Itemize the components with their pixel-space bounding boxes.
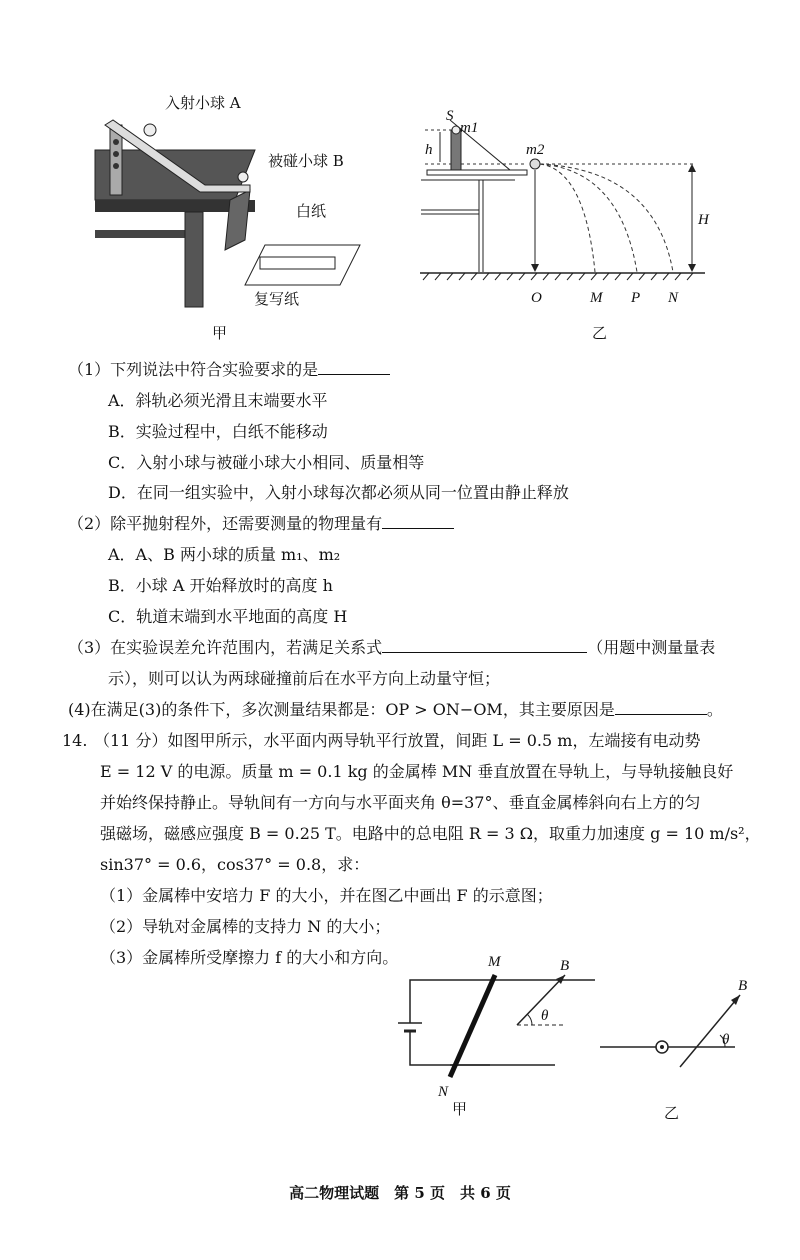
q13-p2-option-b: B．小球 A 开始释放时的高度 h xyxy=(108,576,333,595)
label-H: H xyxy=(698,212,709,228)
q14-part2: （2）导轨对金属棒的支持力 N 的大小； xyxy=(100,917,391,936)
figure-q14-circuit xyxy=(370,965,770,1095)
q13-part3-line2: 示），则可以认为两球碰撞前后在水平方向上动量守恒； xyxy=(108,669,501,688)
label-carbon-paper: 复写纸 xyxy=(254,290,300,308)
label-B-yi: B xyxy=(738,978,748,994)
label-O: O xyxy=(531,290,542,306)
label-ball-a: 入射小球 A xyxy=(165,94,241,112)
q14-line: 强磁场，磁感应强度 B = 0.25 T。电路中的总电阻 R = 3 Ω，取重力加速度 g = 10 m/s²， xyxy=(100,824,761,843)
label-N-rod: N xyxy=(438,1084,449,1100)
caption-q14-jia: 甲 xyxy=(452,1100,468,1118)
q14-number: 14. xyxy=(62,731,88,750)
caption-jia: 甲 xyxy=(212,324,228,342)
answer-blank[interactable] xyxy=(382,638,587,653)
label-theta-jia: θ xyxy=(541,1008,549,1024)
q13-part2-stem: （2）除平抛射程外，还需要测量的物理量有 xyxy=(68,514,454,534)
q13-part3-line1: （3）在实验误差允许范围内，若满足关系式 （用题中测量量表 xyxy=(68,638,716,657)
page-footer: 高二物理试题 第 5 页 共 6 页 xyxy=(289,1184,511,1202)
answer-blank[interactable] xyxy=(382,514,454,529)
label-M: M xyxy=(590,290,603,306)
caption-yi: 乙 xyxy=(592,324,608,342)
figure-jia-apparatus xyxy=(85,80,365,310)
label-m2: m2 xyxy=(526,142,545,158)
label-N: N xyxy=(668,290,679,306)
label-S: S xyxy=(446,108,454,124)
label-ball-b: 被碰小球 B xyxy=(268,152,344,170)
answer-blank[interactable] xyxy=(318,360,390,375)
label-h: h xyxy=(425,142,433,158)
label-M-rod: M xyxy=(488,954,501,970)
q13-p1-option-a: A．斜轨必须光滑且末端要水平 xyxy=(108,391,328,410)
caption-q14-yi: 乙 xyxy=(664,1104,680,1122)
q14-line: E = 12 V 的电源。质量 m = 0.1 kg 的金属棒 MN 垂直放置在导轨上，与导轨接触良好 xyxy=(100,762,734,781)
label-theta-yi: θ xyxy=(722,1032,730,1048)
label-white-paper: 白纸 xyxy=(296,202,327,220)
label-B-jia: B xyxy=(560,958,570,974)
q14-part3: （3）金属棒所受摩擦力 f 的大小和方向。 xyxy=(100,948,399,967)
q13-p2-option-a: A．A、B 两小球的质量 m₁、m₂ xyxy=(108,545,341,564)
q14-line: 并始终保持静止。导轨间有一方向与水平面夹角 θ=37°、垂直金属棒斜向右上方的匀 xyxy=(100,793,701,812)
q13-p2-option-c: C．轨道末端到水平地面的高度 H xyxy=(108,607,348,626)
q13-p1-option-c: C．入射小球与被碰小球大小相同、质量相等 xyxy=(108,453,425,472)
answer-blank[interactable] xyxy=(615,700,707,715)
label-P: P xyxy=(631,290,641,306)
q14-line: （11 分）如图甲所示，水平面内两导轨平行放置，间距 L = 0.5 m，左端接有电动势 xyxy=(94,731,701,750)
q14-part1: （1）金属棒中安培力 F 的大小，并在图乙中画出 F 的示意图； xyxy=(100,886,553,905)
q14-line: sin37° = 0.6，cos37° = 0.8，求： xyxy=(100,855,370,874)
label-m1: m1 xyxy=(460,120,479,136)
q13-part1-stem: （1）下列说法中符合实验要求的是 xyxy=(68,360,390,380)
q13-part4: (4)在满足(3)的条件下，多次测量结果都是：OP > ON−OM，其主要原因是 。 xyxy=(68,700,723,719)
q13-p1-option-b: B．实验过程中，白纸不能移动 xyxy=(108,422,328,441)
q13-p1-option-d: D．在同一组实验中，入射小球每次都必须从同一位置由静止释放 xyxy=(108,483,569,502)
